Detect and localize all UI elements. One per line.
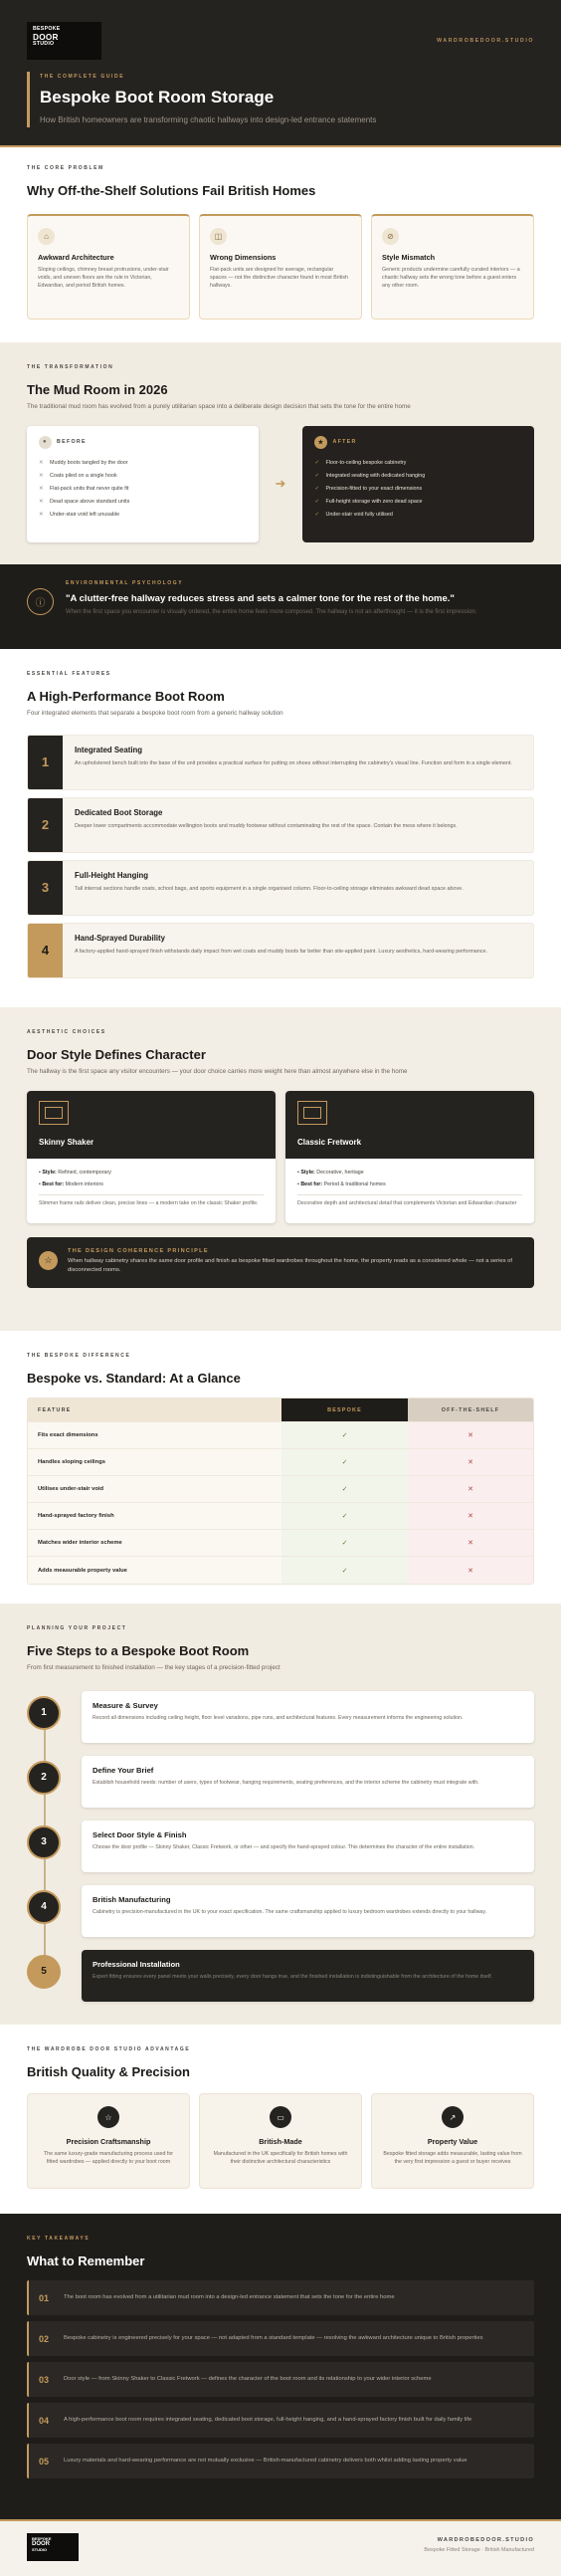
- section-subtitle: The traditional mud room has evolved from a purely utilitarian space into a deliberate design decision that sets the tone for the entire home: [27, 403, 411, 410]
- table-row: Utilises under-stair void ✓ ✕: [28, 1476, 533, 1503]
- feature-title: Full-Height Hanging: [75, 870, 149, 880]
- workshop-icon: ▭: [270, 2106, 291, 2128]
- before-label: BEFORE: [57, 439, 87, 446]
- list-item: ✓ Full-height storage with zero dead space: [314, 496, 522, 509]
- card-title: Precision Craftsmanship: [66, 2137, 151, 2146]
- card-text: Generic products undermine carefully curated interiors — a chaotic hallway sets the wrong tone before a guest enters any other room.: [382, 267, 520, 290]
- card-title: British-Made: [259, 2137, 302, 2146]
- section-title: Door Style Defines Character: [27, 1047, 206, 1062]
- trend-up-icon: ↗: [442, 2106, 464, 2128]
- feature-row: [27, 860, 534, 916]
- step-item: [27, 1950, 534, 2002]
- table-row: Adds measurable property value ✓ ✕: [28, 1557, 533, 1584]
- check-icon: ✓: [281, 1503, 408, 1529]
- section-title: What to Remember: [27, 2254, 145, 2268]
- footer-site-link[interactable]: WARDROBEDOOR.STUDIO: [437, 2537, 534, 2543]
- cross-icon: ✕: [39, 498, 44, 505]
- cross-icon: ✕: [408, 1557, 533, 1584]
- list-item: ✓ Precision-fitted to your exact dimensions: [314, 483, 522, 496]
- after-label: AFTER: [332, 439, 357, 446]
- step-number: 4: [27, 1890, 61, 1924]
- cross-icon: ✕: [408, 1449, 533, 1475]
- list-item: ✕ Dead space above standard units: [39, 496, 247, 509]
- studio-link[interactable]: WARDROBEDOOR.STUDIO: [437, 38, 534, 44]
- table-header: [28, 1398, 533, 1422]
- door-style-name: Skinny Shaker: [39, 1137, 94, 1147]
- section-eyebrow: AESTHETIC CHOICES: [27, 1029, 106, 1035]
- cross-icon: ✕: [408, 1422, 533, 1448]
- takeaway-item: [27, 2362, 534, 2397]
- column-header: OFF-THE-SHELF: [408, 1398, 533, 1421]
- quality-card: [199, 2093, 362, 2189]
- feature-text: A factory-applied hand-sprayed finish withstands daily impact from wet coats and muddy boots far better than site-applied paint. Luxury aesthetics, hard-wearing performance.: [75, 948, 487, 955]
- check-icon: ✓: [281, 1449, 408, 1475]
- style-line: ▪ Style: Decorative, heritage: [297, 1169, 364, 1176]
- logo-line: BESPOKE: [33, 26, 61, 32]
- takeaway-text: Luxury materials and hard-wearing performance are not mutually exclusive — British-manufactured cabinetry delivers both whilst adding lasting property value: [64, 2458, 468, 2465]
- takeaways-section: [0, 2214, 561, 2519]
- step-text: Choose the door profile — Skinny Shaker, Classic Fretwork, or other — and specify the hand-sprayed colour. This determines the character of the entire installation.: [93, 1843, 475, 1850]
- section-eyebrow: THE WARDROBE DOOR STUDIO ADVANTAGE: [27, 2046, 191, 2052]
- quote-sub: When the first space you encounter is visually ordered, the entire home feels more composed. The hallway is not an afterthought — it is the first impression.: [66, 609, 477, 615]
- ruler-icon: ◫: [210, 228, 227, 245]
- star-icon: ★: [314, 436, 327, 449]
- card-text: Sloping ceilings, chimney breast protrusions, under-stair voids, and uneven floors are the rule in Victorian, Edwardian, and period British homes.: [38, 267, 169, 290]
- feature-title: Hand-Sprayed Durability: [75, 933, 165, 943]
- section-eyebrow: ESSENTIAL FEATURES: [27, 671, 111, 677]
- step-title: British Manufacturing: [93, 1894, 171, 1904]
- door-style-name: Classic Fretwork: [297, 1137, 362, 1147]
- section-eyebrow: THE CORE PROBLEM: [27, 165, 104, 171]
- callout-text: When hallway cabinetry shares the same door profile and finish as bespoke fitted wardrobes throughout the home, the property reads as a considered whole — not a series of disconnected rooms.: [68, 1257, 512, 1273]
- check-icon: ✓: [281, 1557, 408, 1584]
- section-eyebrow: THE BESPOKE DIFFERENCE: [27, 1353, 131, 1359]
- problem-card: [199, 214, 362, 320]
- check-icon: ✓: [314, 485, 319, 492]
- door-style-card[interactable]: [27, 1091, 276, 1223]
- star-icon: ☆: [39, 1251, 58, 1270]
- section-eyebrow: KEY TAKEAWAYS: [27, 2236, 91, 2242]
- cross-icon: ✕: [39, 511, 44, 518]
- takeaway-text: The boot room has evolved from a utilitarian mud room into a design-led entrance statement that sets the tone for the entire home: [64, 2294, 395, 2301]
- cross-icon: ✕: [408, 1503, 533, 1529]
- cross-icon: ✕: [408, 1476, 533, 1502]
- list-item: ✕ Flat-pack units that never quite fit: [39, 483, 247, 496]
- step-item: [27, 1821, 534, 1872]
- feature-row: [27, 797, 534, 853]
- card-title: Style Mismatch: [382, 253, 436, 262]
- list-item: ✓ Floor-to-ceiling bespoke cabinetry: [314, 457, 522, 470]
- step-text: Expert fitting ensures every panel meets your walls precisely, every door hangs true, and the finished installation is indistinguishable from the architecture of the home itself.: [93, 1973, 493, 1980]
- card-title: Property Value: [427, 2137, 478, 2146]
- step-title: Measure & Survey: [93, 1700, 158, 1710]
- table-row: Hand-sprayed factory finish ✓ ✕: [28, 1503, 533, 1530]
- takeaway-item: [27, 2280, 534, 2315]
- accent-bar: [27, 72, 30, 127]
- step-number: 2: [27, 1761, 61, 1795]
- section-title: A High-Performance Boot Room: [27, 689, 225, 704]
- door-panel-icon: [39, 1101, 69, 1125]
- feature-row: [27, 923, 534, 978]
- star-icon: ☆: [97, 2106, 119, 2128]
- step-number: 1: [27, 1696, 61, 1730]
- coherence-callout: [27, 1237, 534, 1288]
- comparison-table: [27, 1397, 534, 1585]
- step-number: 5: [27, 1955, 61, 1989]
- section-title: Why Off-the-Shelf Solutions Fail British Homes: [27, 183, 316, 198]
- feature-text: Tall internal sections handle coats, school bags, and sports equipment in a single organised column. Floor-to-ceiling storage eliminates awkward dead space above.: [75, 885, 464, 892]
- callout-title: THE DESIGN COHERENCE PRINCIPLE: [68, 1247, 209, 1254]
- section-eyebrow: THE TRANSFORMATION: [27, 364, 114, 370]
- steps-section: [0, 1604, 561, 2025]
- card-title: Wrong Dimensions: [210, 253, 277, 262]
- card-text: The same luxury-grade manufacturing process used for fitted wardrobes — applied directly to your boot room: [43, 2151, 174, 2166]
- check-icon: ✓: [314, 511, 319, 518]
- takeaway-text: A high-performance boot room requires integrated seating, dedicated boot storage, full-height hanging, and a hand-sprayed factory finish built for daily family life: [64, 2417, 472, 2424]
- logo-line: STUDIO: [32, 2546, 48, 2552]
- transformation-section: [0, 342, 561, 564]
- feature-text: Deeper lower compartments accommodate wellington boots and muddy footwear without contaminating the rest of the space. Contain the mess where it belongs.: [75, 822, 458, 829]
- step-item: [27, 1756, 534, 1808]
- section-title: Bespoke vs. Standard: At a Glance: [27, 1371, 241, 1386]
- column-header: FEATURE: [28, 1398, 281, 1421]
- feature-row: [27, 735, 534, 790]
- list-item: ✓ Integrated seating with dedicated hanging: [314, 470, 522, 483]
- step-title: Professional Installation: [93, 1959, 180, 1969]
- logo-line: BESPOKE: [32, 2536, 52, 2541]
- hero-tagline: How British homeowners are transforming chaotic hallways into design-led entrance statements: [40, 115, 377, 124]
- door-style-section: [0, 1007, 561, 1331]
- feature-text: An upholstered bench built into the base of the unit provides a practical surface for putting on shoes without interrupting the cabinetry's visual line. Function and form in a single element.: [75, 759, 513, 766]
- list-item: ✕ Coats piled on a single hook: [39, 470, 247, 483]
- check-icon: ✓: [314, 459, 319, 466]
- section-eyebrow: PLANNING YOUR PROJECT: [27, 1625, 127, 1631]
- feature-title: Dedicated Boot Storage: [75, 807, 163, 817]
- cross-icon: ✕: [408, 1530, 533, 1556]
- feature-number: 4: [28, 924, 63, 977]
- best-for-line: ▪ Best for: Modern interiors: [39, 1181, 103, 1187]
- step-title: Select Door Style & Finish: [93, 1829, 187, 1839]
- step-item: [27, 1885, 534, 1937]
- quality-section: [0, 2025, 561, 2214]
- takeaway-number: 04: [39, 2415, 50, 2426]
- table-row: Matches wider interior scheme ✓ ✕: [28, 1530, 533, 1557]
- logo-line: DOOR: [33, 32, 59, 42]
- info-icon: ⓘ: [27, 588, 54, 615]
- check-icon: ✓: [281, 1476, 408, 1502]
- feature-number: 1: [28, 736, 63, 789]
- table-row: Handles sloping ceilings ✓ ✕: [28, 1449, 533, 1476]
- step-text: Establish household needs: number of users, types of footwear, hanging requirements, seating preferences, and the interior scheme the cabinetry must integrate with.: [93, 1779, 479, 1786]
- takeaway-text: Bespoke cabinetry is engineered precisely for your space — not adapted from a standard template — resolving the awkward architecture unique to British properties: [64, 2335, 483, 2342]
- feature-title: Integrated Seating: [75, 745, 143, 754]
- check-icon: ✓: [281, 1530, 408, 1556]
- quote: "A clutter-free hallway reduces stress and sets a calmer tone for the rest of the home.": [66, 593, 455, 604]
- quality-card: [27, 2093, 190, 2189]
- list-item: ✓ Under-stair void fully utilised: [314, 509, 522, 522]
- card-text: Bespoke fitted storage adds measurable, lasting value from the very first impression a guest or buyer receives: [383, 2151, 522, 2166]
- dot-icon: ●: [39, 436, 52, 449]
- list-item: ✕ Under-stair void left unusable: [39, 509, 247, 522]
- door-panel-icon: [297, 1101, 327, 1125]
- step-title: Define Your Brief: [93, 1765, 154, 1775]
- problem-card: [371, 214, 534, 320]
- cross-icon: ✕: [39, 459, 44, 466]
- cross-icon: ✕: [39, 485, 44, 492]
- hero-header: [0, 0, 561, 147]
- best-for-line: ▪ Best for: Period & traditional homes: [297, 1181, 386, 1187]
- home-icon: ⌂: [38, 228, 55, 245]
- step-text: Record all dimensions including ceiling height, floor level variations, pipe runs, and architectural features. Every measurement informs the engineering solution.: [93, 1714, 464, 1721]
- section-title: Five Steps to a Bespoke Boot Room: [27, 1643, 250, 1658]
- features-section: [0, 649, 561, 1007]
- comparison-section: [0, 1331, 561, 1604]
- psychology-banner: [0, 564, 561, 649]
- takeaway-number: 01: [39, 2292, 50, 2303]
- cross-icon: ✕: [39, 472, 44, 479]
- card-text: Flat-pack units are designed for average, rectangular spaces — not the distinctive character found in most British hallways.: [210, 267, 348, 290]
- style-line: ▪ Style: Refined, contemporary: [39, 1169, 111, 1176]
- footer-tagline: Bespoke Fitted Storage · British Manufactured: [424, 2547, 534, 2553]
- feature-number: 3: [28, 861, 63, 915]
- door-style-card[interactable]: [285, 1091, 534, 1223]
- section-subtitle: From first measurement to finished installation — the key stages of a precision-fitted project: [27, 1664, 280, 1671]
- takeaway-item: [27, 2321, 534, 2356]
- takeaway-number: 05: [39, 2456, 50, 2467]
- section-eyebrow: ENVIRONMENTAL PSYCHOLOGY: [66, 580, 184, 586]
- before-card: [27, 426, 259, 542]
- step-text: Cabinetry is precision-manufactured in the UK to your exact specification. The same craftsmanship applied to luxury bedroom wardrobes extends directly to your hallway.: [93, 1908, 487, 1915]
- takeaway-item: [27, 2444, 534, 2478]
- brand-logo[interactable]: [27, 22, 101, 60]
- list-item: ✕ Muddy boots tangled by the door: [39, 457, 247, 470]
- section-title: British Quality & Precision: [27, 2064, 190, 2079]
- no-entry-icon: ⊘: [382, 228, 399, 245]
- step-item: [27, 1691, 534, 1743]
- after-card: [302, 426, 534, 542]
- footer-logo[interactable]: [27, 2533, 79, 2561]
- step-number: 3: [27, 1825, 61, 1859]
- door-description: Decorative depth and architectural detail that complements Victorian and Edwardian character: [297, 1194, 522, 1208]
- problem-card: [27, 214, 190, 320]
- section-title: The Mud Room in 2026: [27, 382, 168, 397]
- section-subtitle: The hallway is the first space any visitor encounters — your door choice carries more weight here than almost anywhere else in the home: [27, 1068, 408, 1075]
- logo-line: STUDIO: [33, 41, 55, 48]
- takeaway-item: [27, 2403, 534, 2438]
- takeaway-number: 02: [39, 2333, 50, 2344]
- logo-line: DOOR: [32, 2541, 50, 2548]
- check-icon: ✓: [281, 1422, 408, 1448]
- page-title: Bespoke Boot Room Storage: [40, 88, 275, 107]
- column-header: BESPOKE: [281, 1398, 408, 1421]
- feature-number: 2: [28, 798, 63, 852]
- door-description: Slimmer frame rails deliver clean, precise lines — a modern take on the classic Shaker profile.: [39, 1194, 264, 1208]
- quality-card: [371, 2093, 534, 2189]
- arrow-right-icon: ➜: [275, 476, 286, 492]
- card-text: Manufactured in the UK specifically for British homes with their distinctive architectural characteristics: [213, 2151, 348, 2166]
- core-problem-section: [0, 147, 561, 342]
- section-subtitle: Four integrated elements that separate a bespoke boot room from a generic hallway solution: [27, 710, 283, 717]
- card-title: Awkward Architecture: [38, 253, 114, 262]
- check-icon: ✓: [314, 498, 319, 505]
- check-icon: ✓: [314, 472, 319, 479]
- table-row: Fits exact dimensions ✓ ✕: [28, 1422, 533, 1449]
- takeaway-number: 03: [39, 2374, 50, 2385]
- hero-eyebrow: THE COMPLETE GUIDE: [40, 74, 125, 80]
- takeaway-text: Door style — from Skinny Shaker to Classic Fretwork — defines the character of the boot room and its relationship to your wider interior scheme: [64, 2376, 432, 2383]
